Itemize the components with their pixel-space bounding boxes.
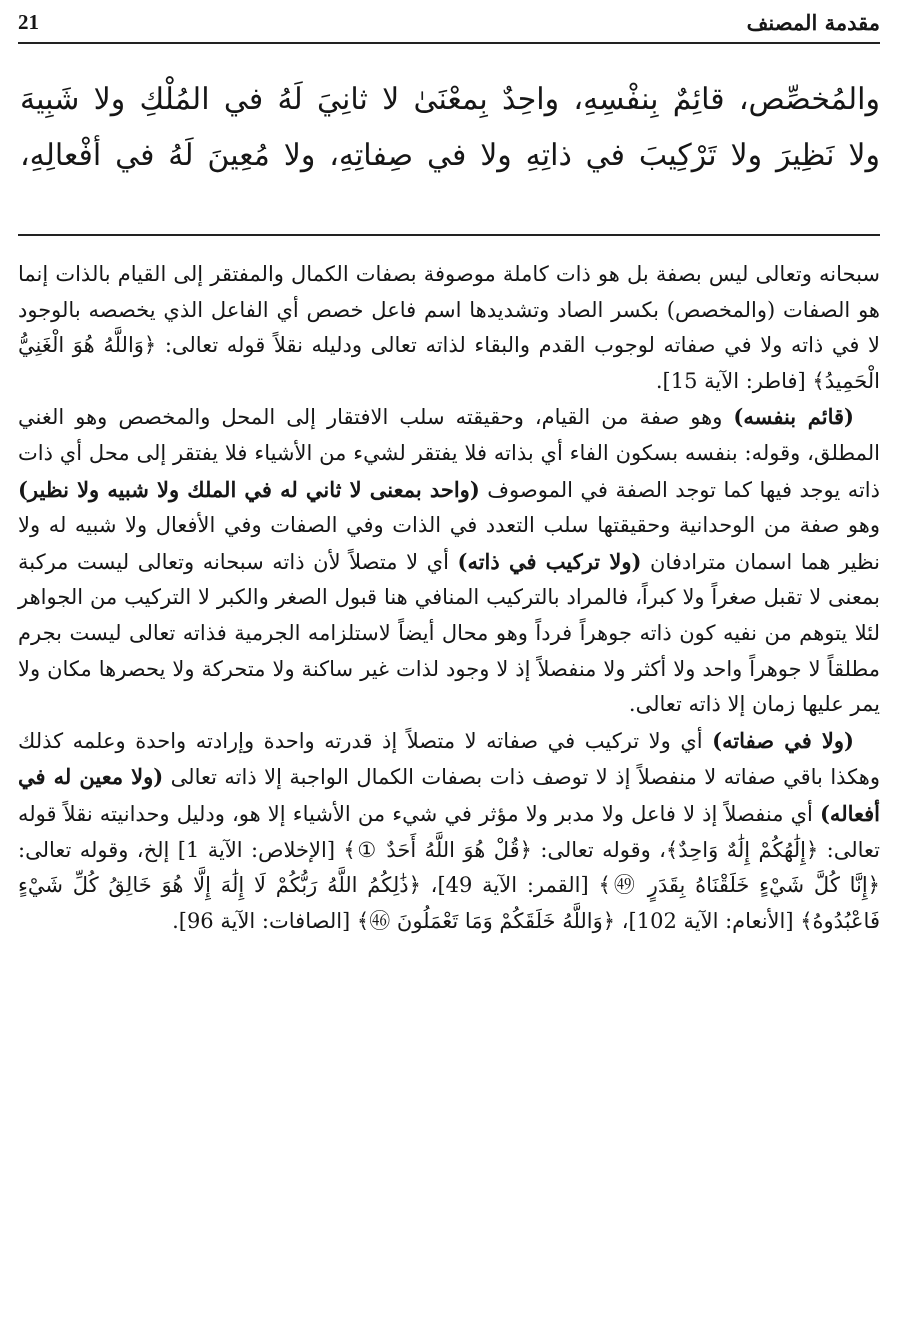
paragraph-2-text-a: وهو صفة من القيام، وحقيقته سلب الافتقار إلى المحل والمخصص وهو الغني المطلق، وقوله: بنفسه بسكون الفاء أي بذاته فلا يفتقر لشيء من الأشياء فلا يفتقر إلى محل أي ذات ذاته يوجد فيها كما توجد الصفة في الموصوف [18,405,880,502]
commentary-paragraph-3 [18,723,880,940]
commentary-paragraph-1: سبحانه وتعالى ليس بصفة بل هو ذات كاملة موصوفة بصفات الكمال والمفتقر إلى القيام بالذات إنما هو الصفات (والمخصص) بكسر الصاد وتشديدها اسم فاعل خصص أي الفاعل الذي يخصصه بالوجود لا في ذاته ولا في صفاته لوجوب القدم والبقاء لذاته تعالى ودليله نقلاً قوله تعالى: ﴿وَاللَّهُ هُوَ الْغَنِيُّ الْحَمِيدُ﴾ [فاطر: الآية 15]. [18,262,880,393]
main-text-line-2: ولا نَظِيرَ ولا تَرْكِيبَ في ذاتِهِ ولا في صِفاتِهِ، ولا مُعِينَ لَهُ في أفْعالِهِ، [20,138,880,173]
keyword-la-muin: (ولا معين له في أفعاله) [18,764,880,826]
paragraph-2-text-c: أي لا متصلاً لأن ذاته سبحانه وتعالى ليست مركبة بمعنى لا تقبل صغراً ولا كبراً، فالمراد بالتركيب المنافي هنا قبول الصغر والكبر لا التركيب من الجواهر لئلا يتوهم من نفيه كون ذاته جوهراً فرداً وهو محال أيضاً لاستلزامه الجرمية فذاته تعالى ليست بجرم مطلقاً لا جوهراً واحد ولا أكثر ولا منفصلاً إذ لا وجود لذات غير ساكنة ولا متحركة ولا يحصرها مكان ولا يمر عليها زمان إلا ذاته تعالى. [18,549,880,717]
paragraph-2-text-b: وهو صفة من الوحدانية وحقيقتها سلب التعدد في الذات وفي الصفات وفي الأفعال ولا شبيه له ولا نظير هما اسمان مترادفان [18,513,880,574]
running-title: مقدمة المصنف [746,10,880,35]
paragraph-3-text-a: أي ولا تركيب في صفاته لا متصلاً إذ قدرته واحدة وإرادته واحدة وعلمه كذلك وهكذا باقي صفاته لا منفصلاً إذ لا توصف ذات بصفات الكمال الواجبة إلا ذاته تعالى [18,728,880,790]
page-header [18,4,880,44]
keyword-la-tarkib: (ولا تركيب في ذاته) [457,548,642,574]
separator-rule [18,234,880,236]
main-text-line-1: والمُخصِّص، قائِمٌ بِنفْسِهِ، واحِدٌ بِمعْنَىٰ لا ثانِيَ لَهُ في المُلْكِ ولا شَبِيهَ [20,82,880,117]
keyword-qaim-binafsih: (قائم بنفسه) [733,404,854,430]
page-number: 21 [18,10,39,34]
commentary [18,257,880,1327]
commentary-paragraph-2 [18,399,880,722]
keyword-wahid: (واحد بمعنى لا ثاني له في الملك ولا شبيه ولا نظير) [18,476,480,502]
keyword-wala-fi-sifatih: (ولا في صفاته) [712,727,854,753]
header-rule [18,42,880,44]
main-text [20,72,880,192]
paragraph-3-text-b: أي منفصلاً إذ لا فاعل ولا مدبر ولا مؤثر في شيء من الأشياء إلا هو، ودليل وحدانيته نقلاً قوله تعالى: ﴿إِلَٰهُكُمْ إِلَٰهٌ وَاحِدٌ﴾، وقوله تعالى: ﴿قُلْ هُوَ اللَّهُ أَحَدٌ ①﴾ [الإخلاص: الآية 1] إلخ، وقوله تعالى: ﴿إِنَّا كُلَّ شَيْءٍ خَلَقْنَاهُ بِقَدَرٍ ㊾﴾ [القمر: الآية 49]، ﴿ذَٰلِكُمُ اللَّهُ رَبُّكُمْ لَا إِلَٰهَ إِلَّا هُوَ خَالِقُ كُلِّ شَيْءٍ فَاعْبُدُوهُ﴾ [الأنعام: الآية 102]، ﴿وَاللَّهُ خَلَقَكُمْ وَمَا تَعْمَلُونَ ㊻﴾ [الصافات: الآية 96]. [18,801,880,933]
